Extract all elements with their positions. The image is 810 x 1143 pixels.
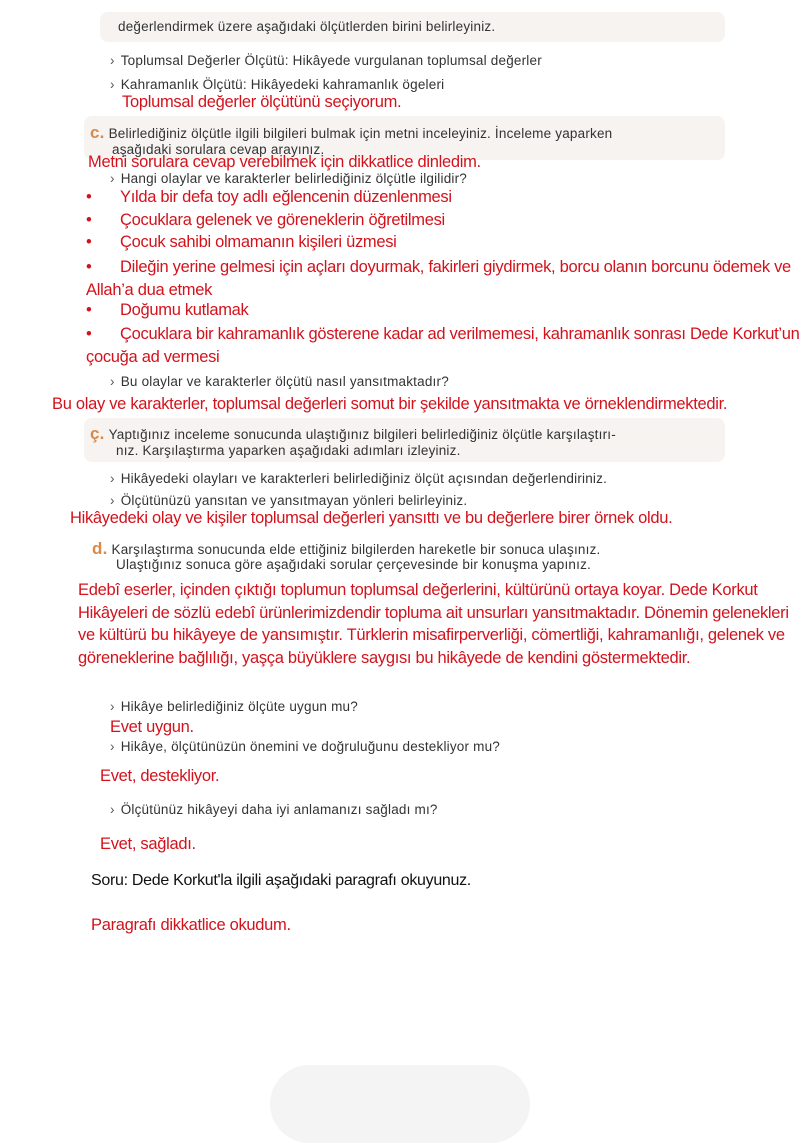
bullet-text: Doğumu kutlamak [120, 301, 249, 319]
intro-text: değerlendirmek üzere aşağıdaki ölçütlerden birini belirleyiniz. [118, 19, 496, 34]
bullet-icon: • [86, 188, 92, 206]
answer-bullet [86, 233, 397, 252]
bullet-icon: • [86, 233, 92, 251]
answer-bullet [86, 188, 452, 207]
step-cc-line [90, 424, 616, 444]
question-paragraph: Soru: Dede Korkut'la ilgili aşağıdaki paragrafı okuyunuz. [91, 872, 471, 889]
d-question [110, 802, 438, 817]
item-text: Ölçütünüzü yansıtan ve yansıtmayan yönleri belirleyiniz. [120, 493, 468, 508]
chevron-icon: › [110, 77, 115, 92]
bullet-text: Çocuklara gelenek ve göreneklerin öğretilmesi [120, 211, 445, 229]
step-text: Yaptığınız inceleme sonucunda ulaştığınız bilgileri belirlediğiniz ölçütle karşılaştırı- [108, 427, 616, 442]
step-text: Karşılaştırma sonucunda elde ettiğiniz bilgilerden hareketle bir sonuca ulaşınız. [111, 542, 601, 557]
bullet-icon: • [86, 325, 92, 343]
step-text: Belirlediğiniz ölçütle ilgili bilgileri bulmak için metni inceleyiniz. İnceleme yaparken [108, 126, 613, 141]
question-text: Bu olaylar ve karakterler ölçütü nasıl yansıtmaktadır? [120, 374, 449, 389]
chevron-icon: › [110, 802, 115, 817]
chevron-icon: › [110, 739, 115, 754]
step-letter: ç. [90, 424, 105, 443]
cc-item [110, 471, 607, 486]
answer-bullet [86, 211, 445, 230]
chevron-icon: › [110, 374, 115, 389]
answer-d: Edebî eserler, içinden çıktığı toplumun toplumsal değerlerini, kültürünü ortaya koyar. Dede Korkut Hikâyeleri de sözlü edebî ürünlerimizdendir topluma ait unsurları yansıtmaktadır. Dönemin gelenekleri ve kültürü bu hikâyeye de yansımıştır. Türklerin misafirperverliği, cömertliği, kahramanlığı, gelenek ve göreneklerine bağlılığı, yaşça büyüklere saygısı bu hikâyede de kendini göstermektedir. [78, 581, 789, 667]
item-text: Hikâyedeki olayları ve karakterleri belirlediğiniz ölçüt açısından değerlendiriniz. [120, 471, 608, 486]
criterion-text: Toplumsal Değerler Ölçütü: Hikâyede vurgulanan toplumsal değerler [120, 53, 542, 68]
question-text: Ölçütünüz hikâyeyi daha iyi anlamanızı sağladı mı? [120, 802, 438, 817]
question-text: Hangi olaylar ve karakterler belirlediğiniz ölçütle ilgilidir? [120, 171, 468, 186]
step-d-line [92, 539, 600, 559]
criterion-item [110, 53, 542, 68]
bullet-text: Yılda bir defa toy adlı eğlencenin düzenlenmesi [120, 188, 452, 206]
step-letter: c. [90, 123, 105, 142]
question-text: Hikâye belirlediğiniz ölçüte uygun mu? [120, 699, 358, 714]
background-shade [270, 1065, 530, 1143]
step-c-line: aşağıdaki sorulara cevap arayınız. [112, 142, 325, 157]
cc-item [110, 493, 467, 508]
step-d-line: Ulaştığınız sonuca göre aşağıdaki sorular çerçevesinde bir konuşma yapınız. [116, 557, 591, 572]
chevron-icon: › [110, 699, 115, 714]
d-answer: Evet, sağladı. [100, 835, 196, 853]
d-question [110, 739, 500, 754]
d-answer: Evet uygun. [110, 718, 194, 736]
chevron-icon: › [110, 493, 115, 508]
chevron-icon: › [110, 471, 115, 486]
question-2 [110, 374, 449, 389]
chevron-icon: › [110, 171, 115, 186]
answer-criteria: Toplumsal değerler ölçütünü seçiyorum. [122, 93, 402, 111]
answer-cc: Hikâyedeki olay ve kişiler toplumsal değerleri yansıttı ve bu değerlere birer örnek oldu. [70, 509, 673, 527]
answer-bullet [86, 323, 806, 368]
criterion-text: Kahramanlık Ölçütü: Hikâyedeki kahramanlık ögeleri [120, 77, 445, 92]
d-question [110, 699, 358, 714]
d-answer: Evet, destekliyor. [100, 767, 220, 785]
step-cc-line: nız. Karşılaştırma yaparken aşağıdaki adımları izleyiniz. [116, 443, 461, 458]
question-1 [110, 171, 467, 186]
step-letter: d. [92, 539, 108, 558]
answer-c: Metni sorulara cevap verebilmek için dikkatlice dinledim. [88, 153, 481, 171]
answer-bullet [86, 301, 248, 320]
bullet-text: Çocuk sahibi olmamanın kişileri üzmesi [120, 233, 397, 251]
bullet-text: Dileğin yerine gelmesi için açları doyurmak, fakirleri giydirmek, borcu olanın borcunu ödemek ve Allah’a dua etmek [86, 258, 791, 299]
criterion-item [110, 77, 444, 92]
bullet-icon: • [86, 211, 92, 229]
question-text: Hikâye, ölçütünüzün önemini ve doğruluğunu destekliyor mu? [120, 739, 501, 754]
answer-paragraph: Paragrafı dikkatlice okudum. [91, 916, 291, 934]
chevron-icon: › [110, 53, 115, 68]
answer-q2: Bu olay ve karakterler, toplumsal değerleri somut bir şekilde yansıtmakta ve örneklendirmektedir. [52, 395, 728, 413]
bullet-text: Çocuklara bir kahramanlık gösterene kadar ad verilmemesi, kahramanlık sonrası Dede Korkut’un çocuğa ad vermesi [86, 325, 800, 366]
step-c-line [90, 123, 612, 143]
bullet-icon: • [86, 258, 92, 276]
answer-bullet [86, 256, 806, 301]
bullet-icon: • [86, 301, 92, 319]
